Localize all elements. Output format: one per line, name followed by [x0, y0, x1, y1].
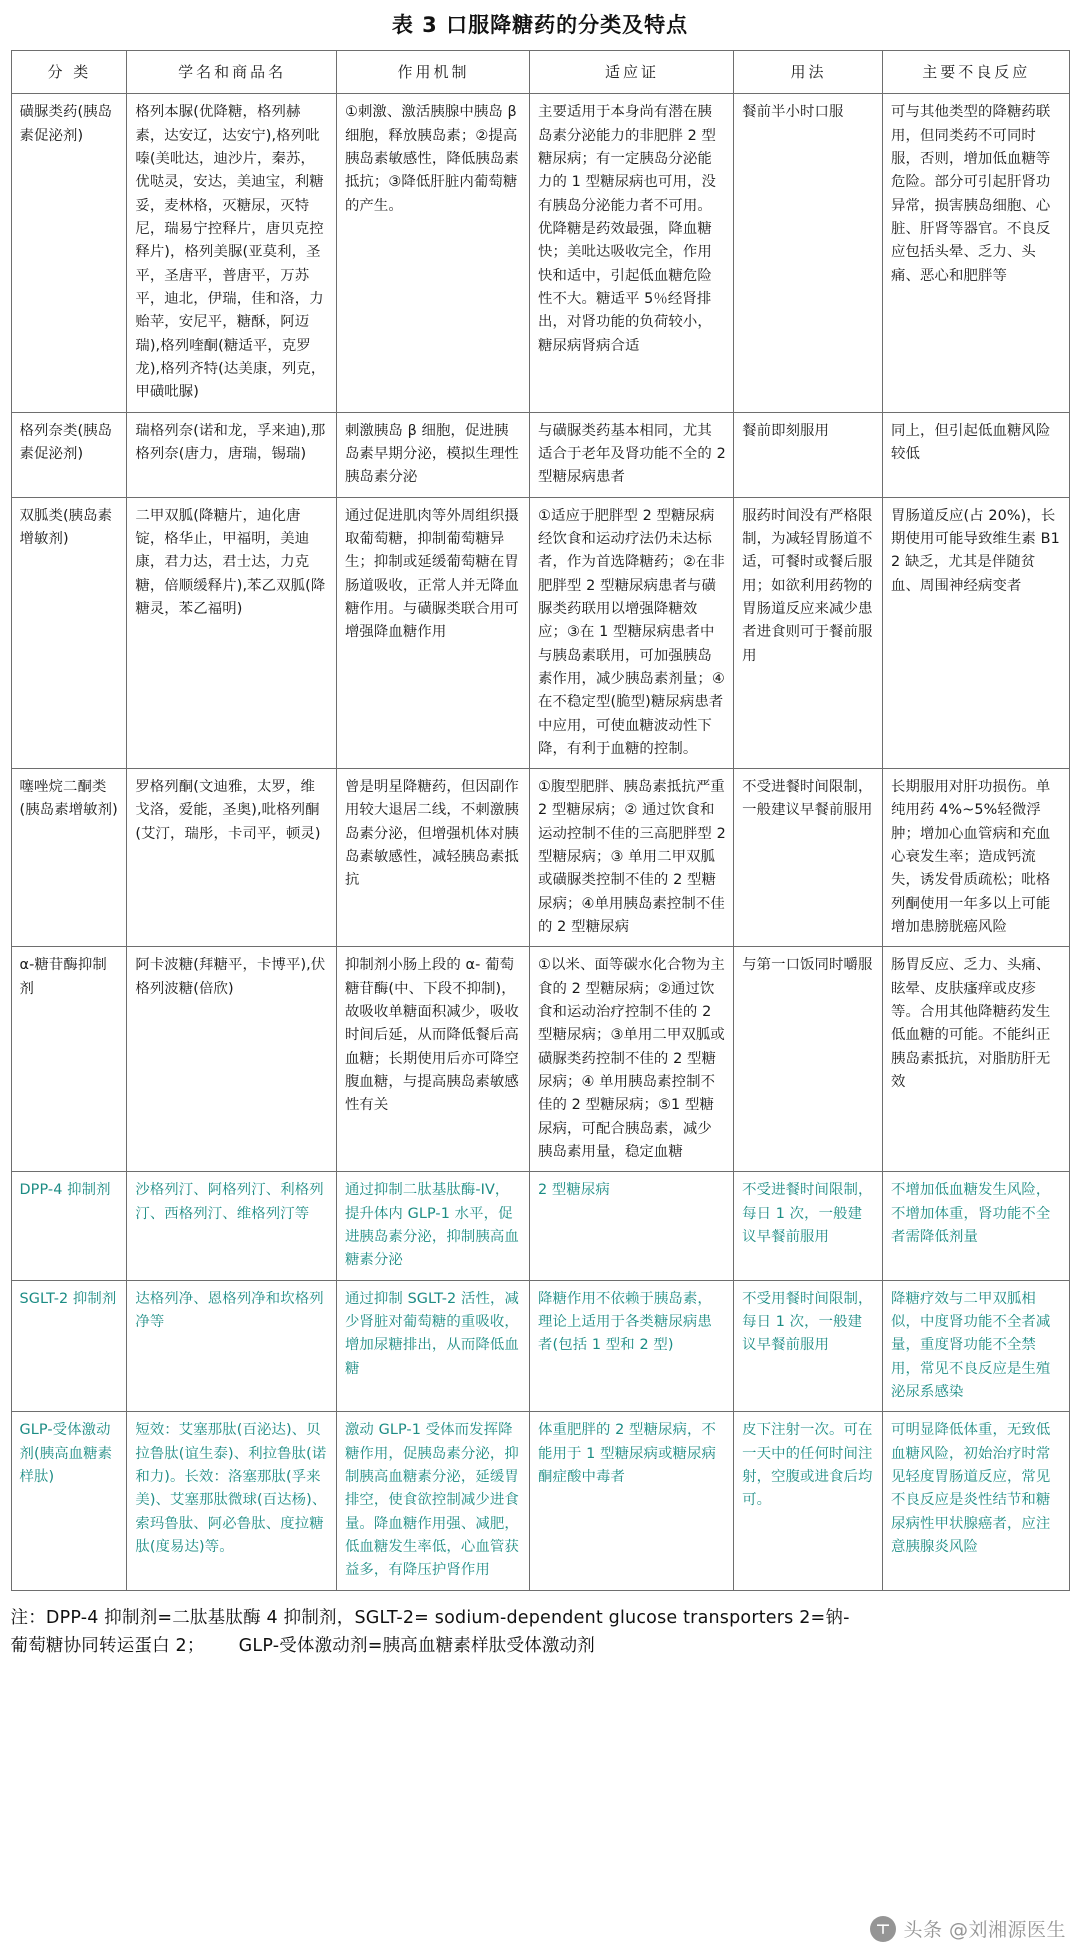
- cell-names: 沙格列汀、阿格列汀、利格列汀、西格列汀、维格列汀等: [127, 1172, 337, 1280]
- footnote-line-1-part-b: SGLT-2= sodium-dependent glucose transporters 2=钠-: [354, 1607, 850, 1628]
- cell-indication: ①腹型肥胖、胰岛素抵抗严重 2 型糖尿病；② 通过饮食和运动控制不佳的三高肥胖型 2 型糖尿病；③ 单用二甲双胍或磺脲类控制不佳的 2 型糖尿病；④单用胰岛素控制不佳的 2 型糖尿病: [530, 769, 734, 947]
- cell-indication: 降糖作用不依赖于胰岛素，理论上适用于各类糖尿病患者(包括 1 型和 2 型): [530, 1280, 734, 1412]
- table-row: [11, 94, 1069, 412]
- table-row: [11, 497, 1069, 769]
- footnote-line-2-part-b: GLP-受体激动剂=胰高血糖素样肽受体激动剂: [238, 1636, 595, 1656]
- cell-adverse: 长期服用对肝功损伤。单纯用药 4%~5%轻微浮肿；增加心血管病和充血心衰发生率；造成钙流失，诱发骨质疏松；吡格列酮使用一年多以上可能增加患膀胱癌风险: [883, 769, 1069, 947]
- toutiao-icon: [870, 1916, 896, 1942]
- table-row: [11, 1412, 1069, 1590]
- table-row: [11, 1280, 1069, 1412]
- cell-usage: 餐前半小时口服: [734, 94, 883, 412]
- cell-mechanism: 通过抑制二肽基肽酶-IV，提升体内 GLP-1 水平，促进胰岛素分泌，抑制胰高血糖素分泌: [336, 1172, 529, 1280]
- cell-usage: 不受进餐时间限制，每日 1 次，一般建议早餐前服用: [734, 1172, 883, 1280]
- cell-adverse: 降糖疗效与二甲双胍相似，中度肾功能不全者减量，重度肾功能不全禁用，常见不良反应是生殖泌尿系感染: [883, 1280, 1069, 1412]
- table-row: [11, 947, 1069, 1172]
- drug-classification-table: [11, 50, 1070, 1591]
- cell-names: 短效：艾塞那肽(百泌达)、贝拉鲁肽(谊生泰)、利拉鲁肽(诺和力)。长效：洛塞那肽(孚来美)、艾塞那肽微球(百达杨)、索玛鲁肽、阿必鲁肽、度拉糖肽(度易达)等。: [127, 1412, 337, 1590]
- cell-category: α-糖苷酶抑制剂: [11, 947, 127, 1172]
- table-row: [11, 1172, 1069, 1280]
- cell-indication: 与磺脲类药基本相同，尤其适合于老年及肾功能不全的 2 型糖尿病患者: [530, 412, 734, 497]
- cell-mechanism: 激动 GLP-1 受体而发挥降糖作用，促胰岛素分泌，抑制胰高血糖素分泌，延缓胃排空，使食欲控制减少进食量。降血糖作用强、减肥，低血糖发生率低，心血管获益多，有降压护肾作用: [336, 1412, 529, 1590]
- cell-names: 罗格列酮(文迪雅，太罗，维戈洛，爱能，圣奥),吡格列酮(艾汀，瑞彤，卡司平，顿灵): [127, 769, 337, 947]
- cell-usage: 不受用餐时间限制，每日 1 次，一般建议早餐前服用: [734, 1280, 883, 1412]
- column-header-indication: 适应证: [530, 51, 734, 94]
- footnote-line-2: [11, 1632, 1070, 1660]
- watermark-label: 头条 @刘湘源医生: [903, 1919, 1066, 1941]
- page-title: 表 3 口服降糖药的分类及特点: [391, 13, 689, 37]
- cell-category: GLP-受体激动剂(胰高血糖素样肽): [11, 1412, 127, 1590]
- cell-usage: 皮下注射一次。可在一天中的任何时间注射，空腹或进食后均可。: [734, 1412, 883, 1590]
- cell-category: 磺脲类药(胰岛素促泌剂): [11, 94, 127, 412]
- cell-usage: 不受进餐时间限制，一般建议早餐前服用: [734, 769, 883, 947]
- watermark: [870, 1915, 1066, 1942]
- cell-mechanism: 通过促进肌肉等外周组织摄取葡萄糖，抑制葡萄糖异生；抑制或延缓葡萄糖在胃肠道吸收，正常人并无降血糖作用。与磺脲类联合用可增强降血糖作用: [336, 497, 529, 769]
- column-header-category: 分 类: [11, 51, 127, 94]
- cell-adverse: 不增加低血糖发生风险，不增加体重，肾功能不全者需降低剂量: [883, 1172, 1069, 1280]
- cell-category: 噻唑烷二酮类(胰岛素增敏剂): [11, 769, 127, 947]
- footnote-line-1-part-a: 注：DPP-4 抑制剂=二肽基肽酶 4 抑制剂，: [10, 1607, 355, 1628]
- cell-mechanism: 通过抑制 SGLT-2 活性，减少肾脏对葡萄糖的重吸收，增加尿糖排出，从而降低血糖: [336, 1280, 529, 1412]
- cell-category: SGLT-2 抑制剂: [11, 1280, 127, 1412]
- footnote-line-2-part-a: 葡萄糖协同转运蛋白 2；: [10, 1636, 205, 1656]
- cell-names: 二甲双胍(降糖片，迪化唐锭，格华止，甲福明，美迪康，君力达，君士达，力克糖，倍顺缓释片),苯乙双胍(降糖灵，苯乙福明): [127, 497, 337, 769]
- column-header-mechanism: 作用机制: [336, 51, 529, 94]
- table-body: [11, 94, 1069, 1590]
- footnote-line-1: [11, 1604, 1070, 1632]
- column-header-adverse: 主要不良反应: [883, 51, 1069, 94]
- cell-names: 达格列净、恩格列净和坎格列净等: [127, 1280, 337, 1412]
- cell-adverse: 肠胃反应、乏力、头痛、眩晕、皮肤瘙痒或皮疹等。合用其他降糖药发生低血糖的可能。不能纠正胰岛素抵抗，对脂肪肝无效: [883, 947, 1069, 1172]
- column-header-usage: 用法: [734, 51, 883, 94]
- cell-mechanism: 曾是明星降糖药，但因副作用较大退居二线，不刺激胰岛素分泌，但增强机体对胰岛素敏感性，减轻胰岛素抵抗: [336, 769, 529, 947]
- cell-category: DPP-4 抑制剂: [11, 1172, 127, 1280]
- column-header-names: 学名和商品名: [127, 51, 337, 94]
- cell-category: 双胍类(胰岛素增敏剂): [11, 497, 127, 769]
- table-header-row: [11, 51, 1069, 94]
- cell-category: 格列奈类(胰岛素促泌剂): [11, 412, 127, 497]
- cell-usage: 与第一口饭同时嚼服: [734, 947, 883, 1172]
- cell-adverse: 胃肠道反应(占 20%)，长期使用可能导致维生素 B12 缺乏，尤其是伴随贫血、周围神经病变者: [883, 497, 1069, 769]
- cell-usage: 餐前即刻服用: [734, 412, 883, 497]
- cell-adverse: 可与其他类型的降糖药联用，但同类药不可同时服，否则，增加低血糖等危险。部分可引起肝肾功异常，损害胰岛细胞、心脏、肝肾等器官。不良反应包括头晕、乏力、头痛、恶心和肥胖等: [883, 94, 1069, 412]
- table-row: [11, 769, 1069, 947]
- cell-indication: 体重肥胖的 2 型糖尿病，不能用于 1 型糖尿病或糖尿病酮症酸中毒者: [530, 1412, 734, 1590]
- cell-usage: 服药时间没有严格限制，为减轻胃肠道不适，可餐时或餐后服用；如欲利用药物的胃肠道反应来减少患者进食则可于餐前服用: [734, 497, 883, 769]
- cell-indication: 主要适用于本身尚有潜在胰岛素分泌能力的非肥胖 2 型糖尿病；有一定胰岛分泌能力的 1 型糖尿病也可用，没有胰岛分泌能力者不可用。优降糖是药效最强，降血糖快；美吡达吸收完全，作用快和适中，引起低血糖危险性不大。糖适平 5％经肾排出，对肾功能的负荷较小，糖尿病肾病合适: [530, 94, 734, 412]
- table-row: [11, 412, 1069, 497]
- cell-mechanism: 抑制剂小肠上段的 α- 葡萄糖苷酶(中、下段不抑制)，故吸收单糖面积减少，吸收时间后延，从而降低餐后高血糖；长期使用后亦可降空腹血糖，与提高胰岛素敏感性有关: [336, 947, 529, 1172]
- cell-adverse: 同上，但引起低血糖风险较低: [883, 412, 1069, 497]
- cell-adverse: 可明显降低体重，无致低血糖风险，初始治疗时常见轻度胃肠道反应，常见不良反应是炎性结节和糖尿病性甲状腺癌者，应注意胰腺炎风险: [883, 1412, 1069, 1590]
- cell-mechanism: ①刺激、激活胰腺中胰岛 β 细胞，释放胰岛素；②提高胰岛素敏感性，降低胰岛素抵抗；③降低肝脏内葡萄糖的产生。: [336, 94, 529, 412]
- cell-indication: ①适应于肥胖型 2 型糖尿病经饮食和运动疗法仍未达标者，作为首选降糖药；②在非肥胖型 2 型糖尿病患者与磺脲类药联用以增强降糖效应；③在 1 型糖尿病患者中与胰岛素联用，可加强胰岛素作用，减少胰岛素剂量；④在不稳定型(脆型)糖尿病患者中应用，可使血糖波动性下降，有利于血糖的控制。: [530, 497, 734, 769]
- cell-mechanism: 刺激胰岛 β 细胞，促进胰岛素早期分泌，模拟生理性胰岛素分泌: [336, 412, 529, 497]
- cell-names: 瑞格列奈(诺和龙，孚来迪),那格列奈(唐力，唐瑞，锡瑞): [127, 412, 337, 497]
- cell-names: 格列本脲(优降糖，格列赫素，达安辽，达安宁),格列吡嗪(美吡达，迪沙片，秦苏，优哒灵，安达，美迪宝，利糖妥，麦林格，灭糖尿，灭特尼，瑞易宁控释片，唐贝克控释片)，格列美脲(亚莫利，圣平，圣唐平，普唐平，万苏平，迪北，伊瑞，佳和洛，力贻苹，安尼平，糖酥，阿迈瑞),格列喹酮(糖适平，克罗龙),格列齐特(达美康，列克，甲磺吡脲): [127, 94, 337, 412]
- cell-names: 阿卡波糖(拜糖平，卡博平),伏格列波糖(倍欣): [127, 947, 337, 1172]
- table-footnote: [11, 1591, 1070, 1661]
- cell-indication: ①以米、面等碳水化合物为主食的 2 型糖尿病；②通过饮食和运动治疗控制不佳的 2 型糖尿病；③单用二甲双胍或磺脲类药控制不佳的 2 型糖尿病；④ 单用胰岛素控制不佳的 2 型糖尿病；⑤1 型糖尿病，可配合胰岛素，减少胰岛素用量，稳定血糖: [530, 947, 734, 1172]
- cell-indication: 2 型糖尿病: [530, 1172, 734, 1280]
